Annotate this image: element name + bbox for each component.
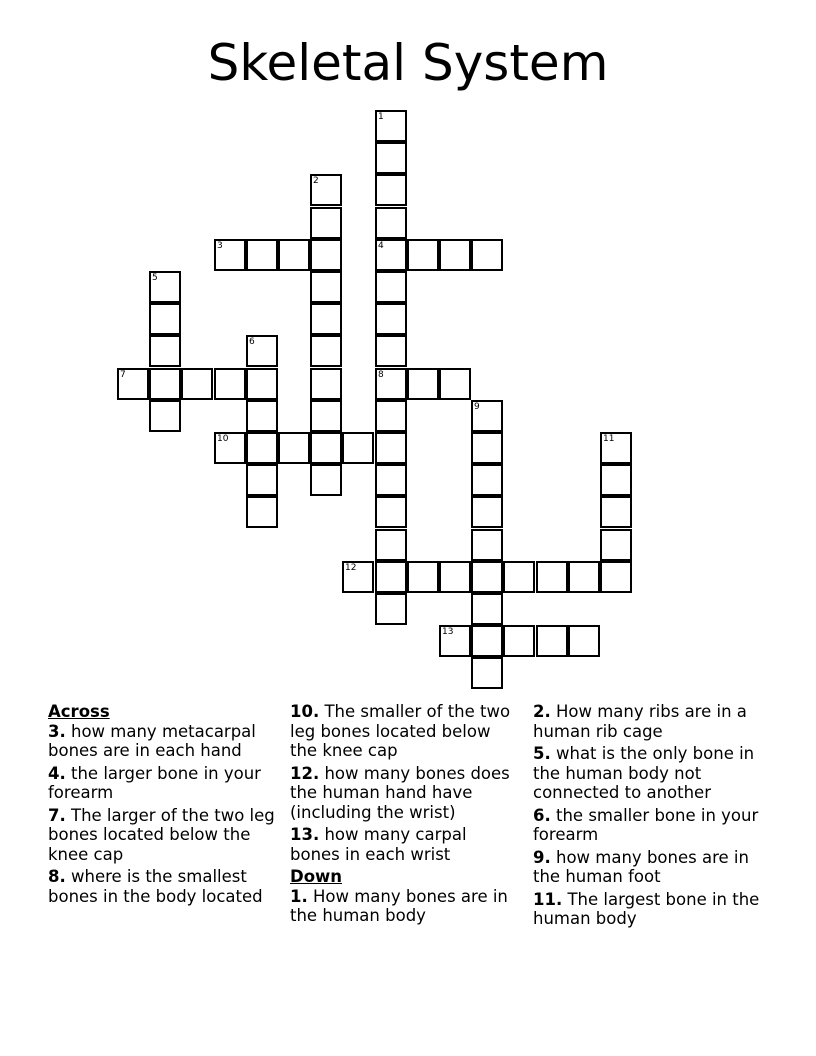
grid-cell[interactable] (375, 561, 407, 593)
grid-cell[interactable] (375, 432, 407, 464)
grid-cell[interactable] (246, 239, 278, 271)
clue-item-number: 10. (290, 702, 320, 721)
grid-cell[interactable] (246, 368, 278, 400)
clue-number: 12 (345, 563, 357, 573)
grid-cell[interactable] (310, 464, 342, 496)
grid-cell[interactable] (149, 271, 181, 303)
clue-item (290, 887, 518, 926)
clue-item (48, 867, 276, 906)
grid-cell[interactable] (246, 400, 278, 432)
grid-cell[interactable] (310, 303, 342, 335)
grid-cell[interactable] (375, 207, 407, 239)
clue-item-text: how many carpal bones in each wrist (290, 825, 467, 864)
grid-cell[interactable] (149, 335, 181, 367)
grid-cell[interactable] (471, 625, 503, 657)
clue-item-number: 5. (533, 744, 551, 763)
grid-cell[interactable] (246, 432, 278, 464)
grid-cell[interactable] (375, 110, 407, 142)
grid-cell[interactable] (246, 335, 278, 367)
clue-item (290, 702, 518, 761)
clue-item-number: 13. (290, 825, 320, 844)
grid-cell[interactable] (503, 561, 535, 593)
grid-cell[interactable] (246, 464, 278, 496)
grid-cell[interactable] (375, 239, 407, 271)
grid-cell[interactable] (407, 561, 439, 593)
grid-cell[interactable] (149, 303, 181, 335)
clue-number: 13 (442, 627, 454, 637)
clue-item-number: 4. (48, 763, 66, 783)
grid-cell[interactable] (536, 625, 568, 657)
grid-cell[interactable] (278, 239, 310, 271)
clue-item-text: The smaller of the two leg bones located below the knee cap (290, 702, 511, 760)
clue-column-3 (533, 702, 761, 932)
grid-cell[interactable] (310, 174, 342, 206)
grid-cell[interactable] (342, 561, 374, 593)
grid-cell[interactable] (181, 368, 213, 400)
clue-number: 3 (217, 241, 223, 251)
clue-column-2 (290, 702, 518, 929)
clue-item-text: How many bones are in the human body (290, 886, 508, 925)
grid-cell[interactable] (471, 657, 503, 689)
clue-item-text: How many ribs are in a human rib cage (533, 702, 747, 741)
grid-cell[interactable] (407, 239, 439, 271)
grid-cell[interactable] (342, 432, 374, 464)
clue-item-text: how many bones are in the human foot (533, 847, 749, 886)
grid-cell[interactable] (310, 400, 342, 432)
clue-item-number: 6. (533, 805, 551, 825)
clue-item (290, 825, 518, 864)
clue-item-text: how many metacarpal bones are in each hand (48, 721, 256, 760)
clue-item (48, 764, 276, 803)
grid-cell[interactable] (568, 561, 600, 593)
grid-cell[interactable] (375, 593, 407, 625)
clue-number: 6 (249, 337, 255, 347)
clue-item-text: the smaller bone in your forearm (533, 805, 759, 844)
grid-cell[interactable] (536, 561, 568, 593)
grid-cell[interactable] (375, 271, 407, 303)
clue-number: 10 (217, 434, 229, 444)
grid-cell[interactable] (471, 496, 503, 528)
clue-number: 5 (152, 273, 158, 283)
grid-cell[interactable] (568, 625, 600, 657)
clue-item-number: 12. (290, 763, 320, 783)
clue-number: 2 (313, 176, 319, 186)
clue-item-text: The larger of the two leg bones located below the knee cap (48, 805, 275, 864)
grid-cell[interactable] (375, 464, 407, 496)
clue-item-text: what is the only bone in the human body not connected to another (533, 744, 755, 802)
grid-cell[interactable] (503, 625, 535, 657)
grid-cell[interactable] (439, 625, 471, 657)
grid-cell[interactable] (375, 174, 407, 206)
clue-item (48, 806, 276, 865)
grid-cell[interactable] (471, 400, 503, 432)
grid-cell[interactable] (149, 400, 181, 432)
clue-item-number: 3. (48, 721, 66, 741)
clue-item (533, 702, 761, 741)
clue-item (533, 848, 761, 887)
grid-cell[interactable] (375, 529, 407, 561)
clue-number: 11 (603, 434, 615, 444)
clue-number: 9 (474, 402, 480, 412)
grid-cell[interactable] (375, 335, 407, 367)
grid-cell[interactable] (310, 432, 342, 464)
clue-item (533, 744, 761, 803)
grid-cell[interactable] (375, 400, 407, 432)
clue-item (533, 890, 761, 929)
grid-cell[interactable] (471, 432, 503, 464)
grid-cell[interactable] (246, 496, 278, 528)
clue-number: 4 (378, 241, 384, 251)
clue-item (290, 764, 518, 823)
grid-cell[interactable] (471, 561, 503, 593)
clue-item-text: where is the smallest bones in the body located (48, 867, 263, 906)
clue-item-number: 1. (290, 886, 308, 906)
grid-cell[interactable] (471, 464, 503, 496)
grid-cell[interactable] (600, 464, 632, 496)
grid-cell[interactable] (471, 529, 503, 561)
grid-cell[interactable] (600, 432, 632, 464)
grid-cell[interactable] (439, 561, 471, 593)
clue-item (48, 722, 276, 761)
clue-column-1 (48, 702, 276, 909)
clue-section-heading: Down (290, 867, 343, 886)
grid-cell[interactable] (310, 239, 342, 271)
grid-cell[interactable] (600, 529, 632, 561)
grid-cell[interactable] (214, 239, 246, 271)
grid-cell[interactable] (600, 561, 632, 593)
clue-number: 7 (120, 370, 126, 380)
grid-cell[interactable] (471, 593, 503, 625)
page-title: Skeletal System (207, 34, 609, 92)
grid-cell[interactable] (407, 368, 439, 400)
clue-item-text: The largest bone in the human body (533, 889, 760, 928)
grid-cell[interactable] (117, 368, 149, 400)
clue-number: 1 (378, 112, 384, 122)
grid-cell[interactable] (375, 303, 407, 335)
grid-cell[interactable] (600, 496, 632, 528)
grid-cell[interactable] (149, 368, 181, 400)
clue-item-number: 9. (533, 847, 551, 867)
grid-cell[interactable] (278, 432, 310, 464)
grid-cell[interactable] (439, 239, 471, 271)
clue-item-number: 8. (48, 867, 66, 886)
grid-cell[interactable] (214, 368, 246, 400)
clue-item-number: 11. (533, 889, 563, 909)
clue-item-number: 2. (533, 702, 551, 721)
grid-cell[interactable] (310, 207, 342, 239)
clue-item-number: 7. (48, 805, 66, 825)
grid-cell[interactable] (471, 239, 503, 271)
clue-section-heading: Across (48, 702, 110, 721)
grid-cell[interactable] (375, 142, 407, 174)
clue-item-text: how many bones does the human hand have (including the wrist) (290, 763, 510, 822)
grid-cell[interactable] (439, 368, 471, 400)
clue-item-text: the larger bone in your forearm (48, 763, 261, 802)
grid-cell[interactable] (310, 335, 342, 367)
grid-cell[interactable] (375, 496, 407, 528)
grid-cell[interactable] (214, 432, 246, 464)
grid-cell[interactable] (310, 368, 342, 400)
grid-cell[interactable] (310, 271, 342, 303)
grid-cell[interactable] (375, 368, 407, 400)
clue-number: 8 (378, 370, 384, 380)
clue-item (533, 806, 761, 845)
